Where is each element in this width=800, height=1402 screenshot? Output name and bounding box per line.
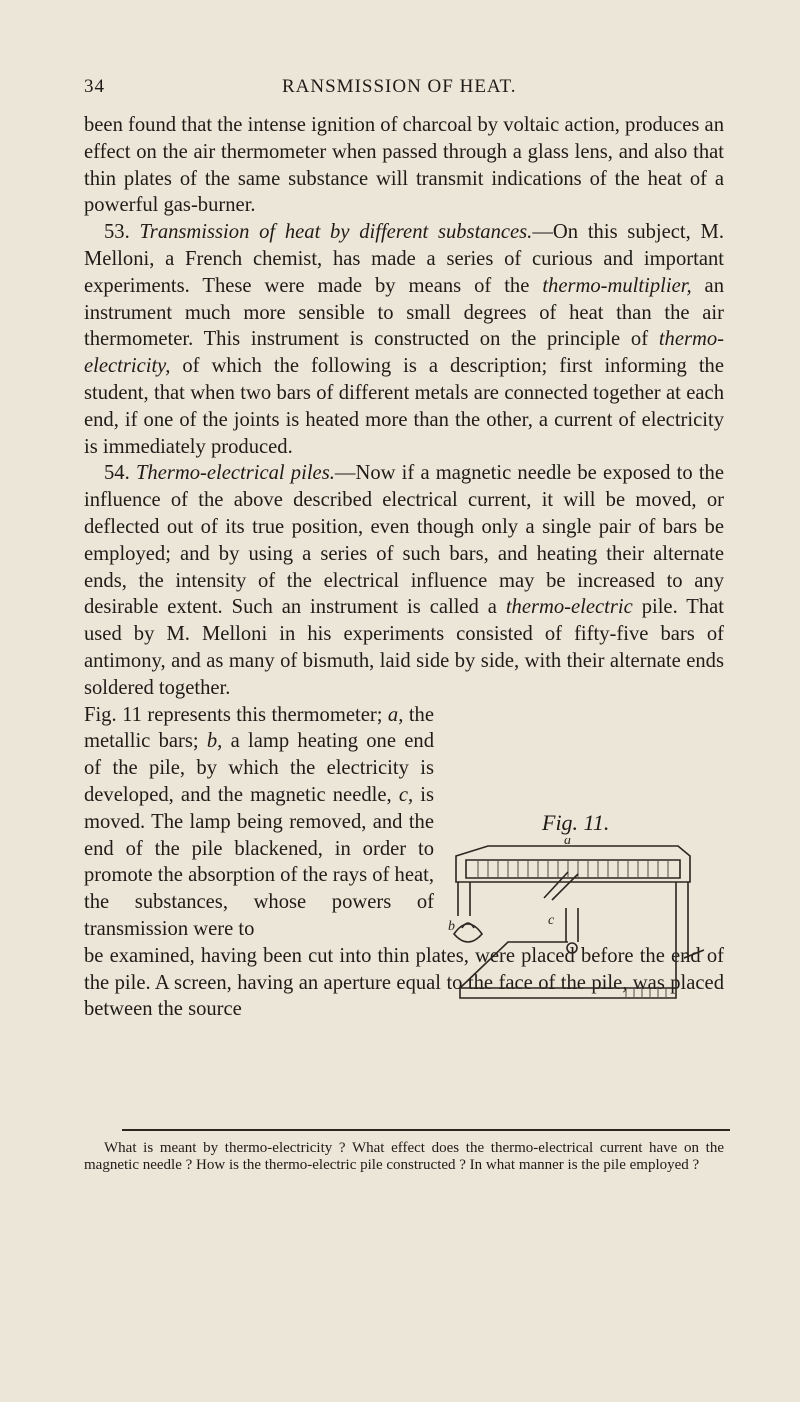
term-thermo-electric: thermo-electric — [505, 596, 633, 619]
figure-11 — [448, 810, 728, 1020]
section-54 — [84, 460, 724, 701]
label-ref-c: c, — [398, 783, 414, 806]
term-thermo-electricity: thermo-electricity, — [84, 328, 725, 378]
fig-label-b: b — [448, 919, 455, 934]
running-header — [84, 76, 724, 106]
figure-caption: Fig. 11. — [542, 810, 610, 835]
label-ref-b: b, — [206, 730, 223, 753]
figure-wrap-text — [84, 702, 434, 943]
section-54-number: 54. — [104, 462, 130, 485]
footnote — [84, 1140, 724, 1174]
page-number: 34 — [84, 76, 105, 97]
footnote-questions: What is meant by thermo-electricity ? What effect does the thermo-electrical current have on the magnetic needle ? How is the thermo-electric pile constructed ? In what manner is the pile employed ? — [84, 1140, 724, 1173]
section-53-number: 53. — [104, 221, 130, 244]
paragraph-tail: be examined, having been cut into thin plates, were placed before the end of the pile. A screen, having an aperture equal to the face of the pile, was placed between the source — [84, 944, 724, 1021]
lamp — [454, 924, 482, 942]
fig-label-a: a — [564, 838, 571, 848]
section-54-text-a: —Now if a magnetic needle be exposed to the influence of the above described electrical current, it will be moved, or deflected out of its true position, even though only a single pair of bars be employed; and by using a series of such bars, and heating their alternate ends, the intensity of the electrical influence may be increased to any desirable extent. Such an instrument is called a — [84, 462, 724, 619]
footnote-rule — [122, 1129, 730, 1131]
section-53-heading: Transmission of heat by different substances. — [139, 221, 533, 244]
bar-hatching — [478, 861, 668, 877]
section-53-text-b: an instrument much more sensible to small degrees of heat than the air thermometer. This instrument is constructed on the principle of — [84, 274, 724, 351]
paragraph-continuation: been found that the intense ignition of charcoal by voltaic action, produces an effect on the air thermometer when passed through a glass lens, and also that thin plates of the same substance will transmit indications of the heat of a powerful gas-burner. — [84, 114, 724, 217]
section-54-heading: Thermo-electrical piles. — [135, 462, 335, 485]
running-title: RANSMISSION OF HEAT. — [282, 76, 517, 97]
term-thermo-multiplier: thermo-multiplier, — [542, 274, 692, 297]
section-53 — [84, 219, 724, 460]
thermo-pile-illustration — [448, 838, 718, 1018]
section-53-text-a: —On this subject, M. Melloni, a French chemist, has made a series of curious and important experiments. These were made by means of the — [84, 221, 724, 297]
section-54-text-b: pile. That used by M. Melloni in his experiments consisted of fifty-five bars of antimony, and as many of bismuth, laid side by side, with their alternate ends soldered together. — [84, 596, 724, 699]
wrap-text-b: the metallic bars; — [84, 703, 434, 753]
wrap-text-c: a lamp heating one end of the pile, by which the electricity is developed, and the magnetic needle, — [84, 730, 434, 806]
fig-label-c: c — [548, 913, 555, 928]
wrap-text-d: is moved. The lamp being removed, and the end of the pile blackened, in order to promote the absorption of the rays of heat, the substances, whose powers of transmission were to — [84, 783, 434, 940]
section-53-text-c: of which the following is a description; first informing the student, that when two bars of different metals are connected together at each end, if one of the joints is heated more than the other, a current of electricity is immediately produced. — [84, 355, 724, 458]
label-ref-a: a, — [387, 703, 404, 726]
magnetic-needle — [544, 872, 578, 900]
wrap-text-a: Fig. 11 represents this thermometer; — [84, 703, 383, 726]
